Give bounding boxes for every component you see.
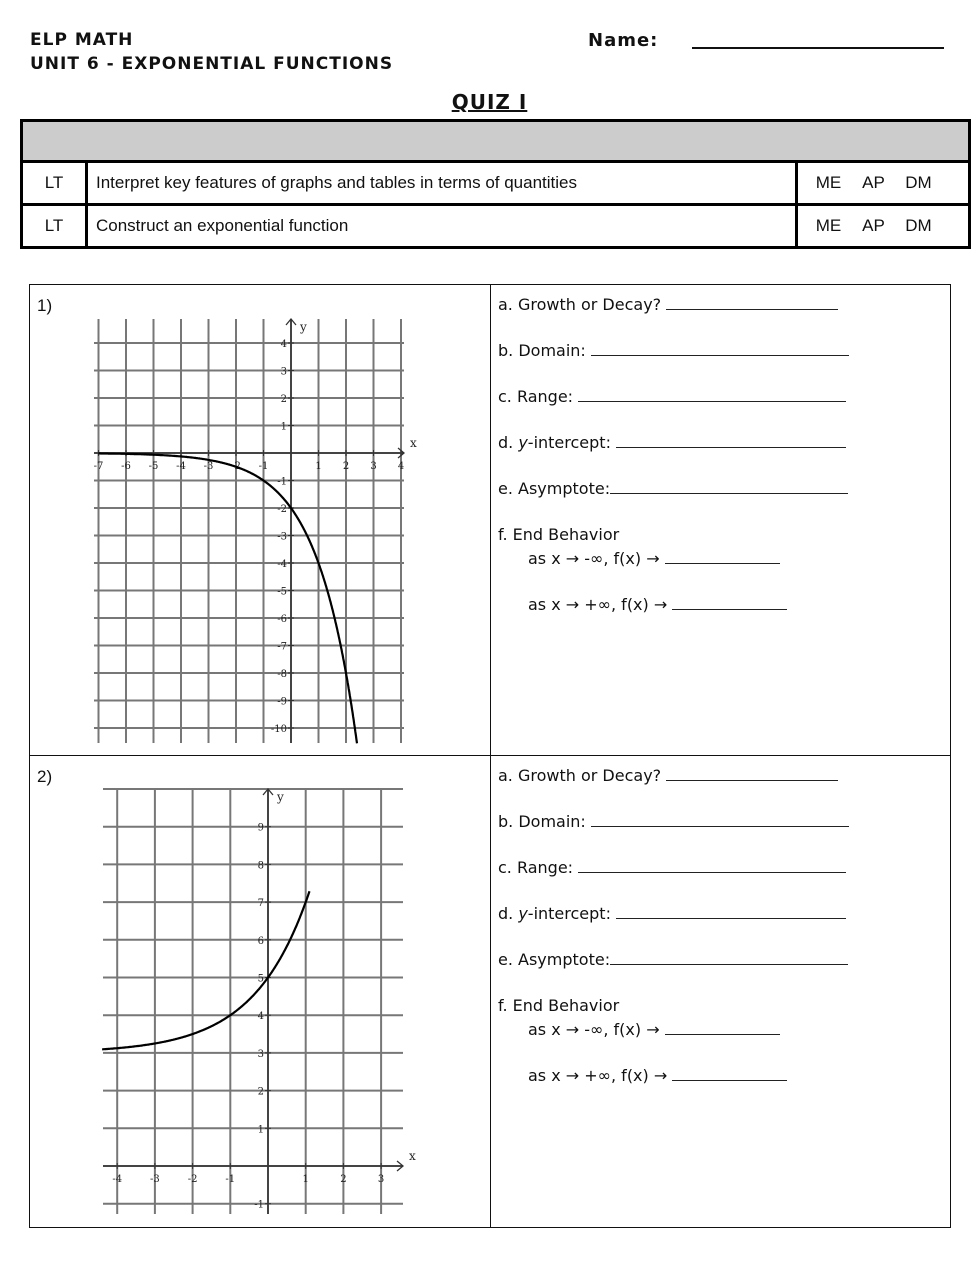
prompt-growth-decay: a. Growth or Decay? [498, 766, 948, 812]
scale-ap[interactable]: AP [862, 173, 885, 192]
prompt-domain: b. Domain: [498, 812, 948, 858]
y-tick-label: -1 [277, 476, 287, 488]
quiz-title: QUIZ I [451, 90, 528, 114]
question-number: 2) [37, 767, 53, 786]
x-tick-label: 3 [370, 461, 377, 472]
answer-blank[interactable] [610, 491, 848, 494]
x-tick-label: 4 [397, 461, 405, 472]
learning-target-row [22, 205, 970, 248]
end-behavior-right: as x → +∞, f(x) → [498, 1066, 948, 1085]
answer-blank[interactable] [665, 1032, 780, 1035]
learning-target-row [22, 162, 970, 205]
y-tick-label: 3 [257, 1048, 264, 1060]
end-behavior-left: as x → -∞, f(x) → [498, 549, 948, 595]
y-tick-label: 5 [257, 973, 264, 985]
prompt-end-behavior: f. End Behavior [498, 525, 620, 544]
y-tick-label: 4 [257, 1011, 264, 1023]
lt-text: Interpret key features of graphs and tables in terms of quantities [87, 162, 797, 205]
answer-blank[interactable] [610, 962, 848, 965]
y-tick-label: -4 [277, 559, 287, 570]
answer-blank[interactable] [672, 607, 787, 610]
x-tick-label: 1 [302, 1174, 309, 1185]
y-tick-label: -1 [254, 1199, 264, 1211]
y-axis-label: y [300, 320, 307, 334]
y-tick-label: 2 [257, 1086, 264, 1098]
x-tick-label: 2 [340, 1174, 347, 1185]
prompt-asymptote: e. Asymptote: [498, 479, 948, 525]
scale-ap[interactable]: AP [862, 216, 885, 235]
graph-2 [103, 786, 415, 1216]
x-tick-label: -3 [203, 461, 214, 472]
answer-blank[interactable] [578, 399, 846, 402]
x-tick-label: -2 [187, 1174, 198, 1185]
y-tick-label: -5 [277, 586, 287, 598]
answer-blank[interactable] [616, 445, 846, 448]
y-tick-label: 4 [280, 339, 287, 350]
answer-blank[interactable] [578, 870, 846, 873]
x-tick-label: -5 [148, 461, 159, 472]
lt-scale[interactable] [797, 162, 970, 205]
question-prompts [498, 295, 948, 614]
lt-scale[interactable] [797, 205, 970, 248]
scale-dm[interactable]: DM [905, 216, 932, 235]
answer-blank[interactable] [666, 307, 838, 310]
answer-blank[interactable] [591, 353, 849, 356]
x-tick-label: -3 [150, 1174, 160, 1185]
question-divider [490, 756, 491, 1227]
prompt-range: c. Range: [498, 387, 948, 433]
lt-code: LT [22, 205, 87, 248]
end-behavior-left: as x → -∞, f(x) → [498, 1020, 948, 1066]
y-axis-label: y [277, 790, 284, 804]
y-tick-label: 1 [257, 1124, 264, 1136]
x-tick-label: -4 [112, 1174, 123, 1185]
end-behavior-right: as x → +∞, f(x) → [498, 595, 948, 614]
x-tick-label: -1 [225, 1174, 236, 1185]
y-tick-label: 7 [257, 898, 264, 910]
y-tick-label: 2 [280, 394, 287, 405]
y-tick-label: -6 [277, 614, 287, 625]
y-tick-label: 3 [280, 366, 287, 378]
y-tick-label: -7 [277, 641, 287, 653]
scale-dm[interactable]: DM [905, 173, 932, 192]
function-curve [102, 891, 309, 1049]
scale-me[interactable]: ME [815, 173, 842, 192]
question-prompts [498, 766, 948, 1085]
y-tick-label: 8 [257, 860, 264, 872]
x-axis-label: x [410, 436, 417, 450]
y-tick-label: -2 [277, 504, 287, 515]
course-title: ELP MATH [30, 30, 134, 50]
unit-title: UNIT 6 - EXPONENTIAL FUNCTIONS [30, 54, 394, 74]
lt-code: LT [22, 162, 87, 205]
name-field[interactable] [692, 47, 944, 49]
x-tick-label: -1 [258, 461, 269, 472]
y-tick-label: -10 [270, 724, 287, 735]
lt-text: Construct an exponential function [87, 205, 797, 248]
y-tick-label: -8 [277, 669, 287, 680]
x-tick-label: 2 [342, 461, 350, 472]
question-1 [29, 284, 951, 756]
x-axis-label: x [409, 1149, 416, 1163]
prompt-growth-decay: a. Growth or Decay? [498, 295, 948, 341]
x-tick-label: 3 [377, 1174, 385, 1185]
prompt-range: c. Range: [498, 858, 948, 904]
question-number: 1) [37, 296, 53, 315]
learning-target-table [20, 119, 971, 249]
scale-me[interactable]: ME [815, 216, 842, 235]
name-label: Name: [588, 30, 659, 51]
y-tick-label: -3 [277, 531, 287, 543]
prompt-asymptote: e. Asymptote: [498, 950, 948, 996]
graph-1 [94, 315, 426, 745]
y-tick-label: 6 [257, 935, 264, 947]
prompt-domain: b. Domain: [498, 341, 948, 387]
x-tick-label: 1 [315, 461, 322, 472]
question-2 [29, 755, 951, 1228]
x-tick-label: -4 [176, 461, 186, 472]
x-tick-label: -2 [231, 461, 241, 472]
table-header-band [22, 121, 970, 162]
y-tick-label: -9 [277, 696, 287, 708]
answer-blank[interactable] [666, 778, 838, 781]
question-divider [490, 285, 491, 755]
answer-blank[interactable] [665, 561, 780, 564]
answer-blank[interactable] [591, 824, 849, 827]
prompt-y-intercept: d. y-intercept: [498, 904, 948, 950]
x-tick-label: -6 [121, 461, 131, 472]
prompt-end-behavior: f. End Behavior [498, 996, 620, 1015]
answer-blank[interactable] [672, 1078, 787, 1081]
x-tick-label: -7 [93, 461, 104, 472]
y-tick-label: 9 [257, 822, 264, 834]
y-tick-label: 1 [280, 421, 287, 433]
answer-blank[interactable] [616, 916, 846, 919]
prompt-y-intercept: d. y-intercept: [498, 433, 948, 479]
